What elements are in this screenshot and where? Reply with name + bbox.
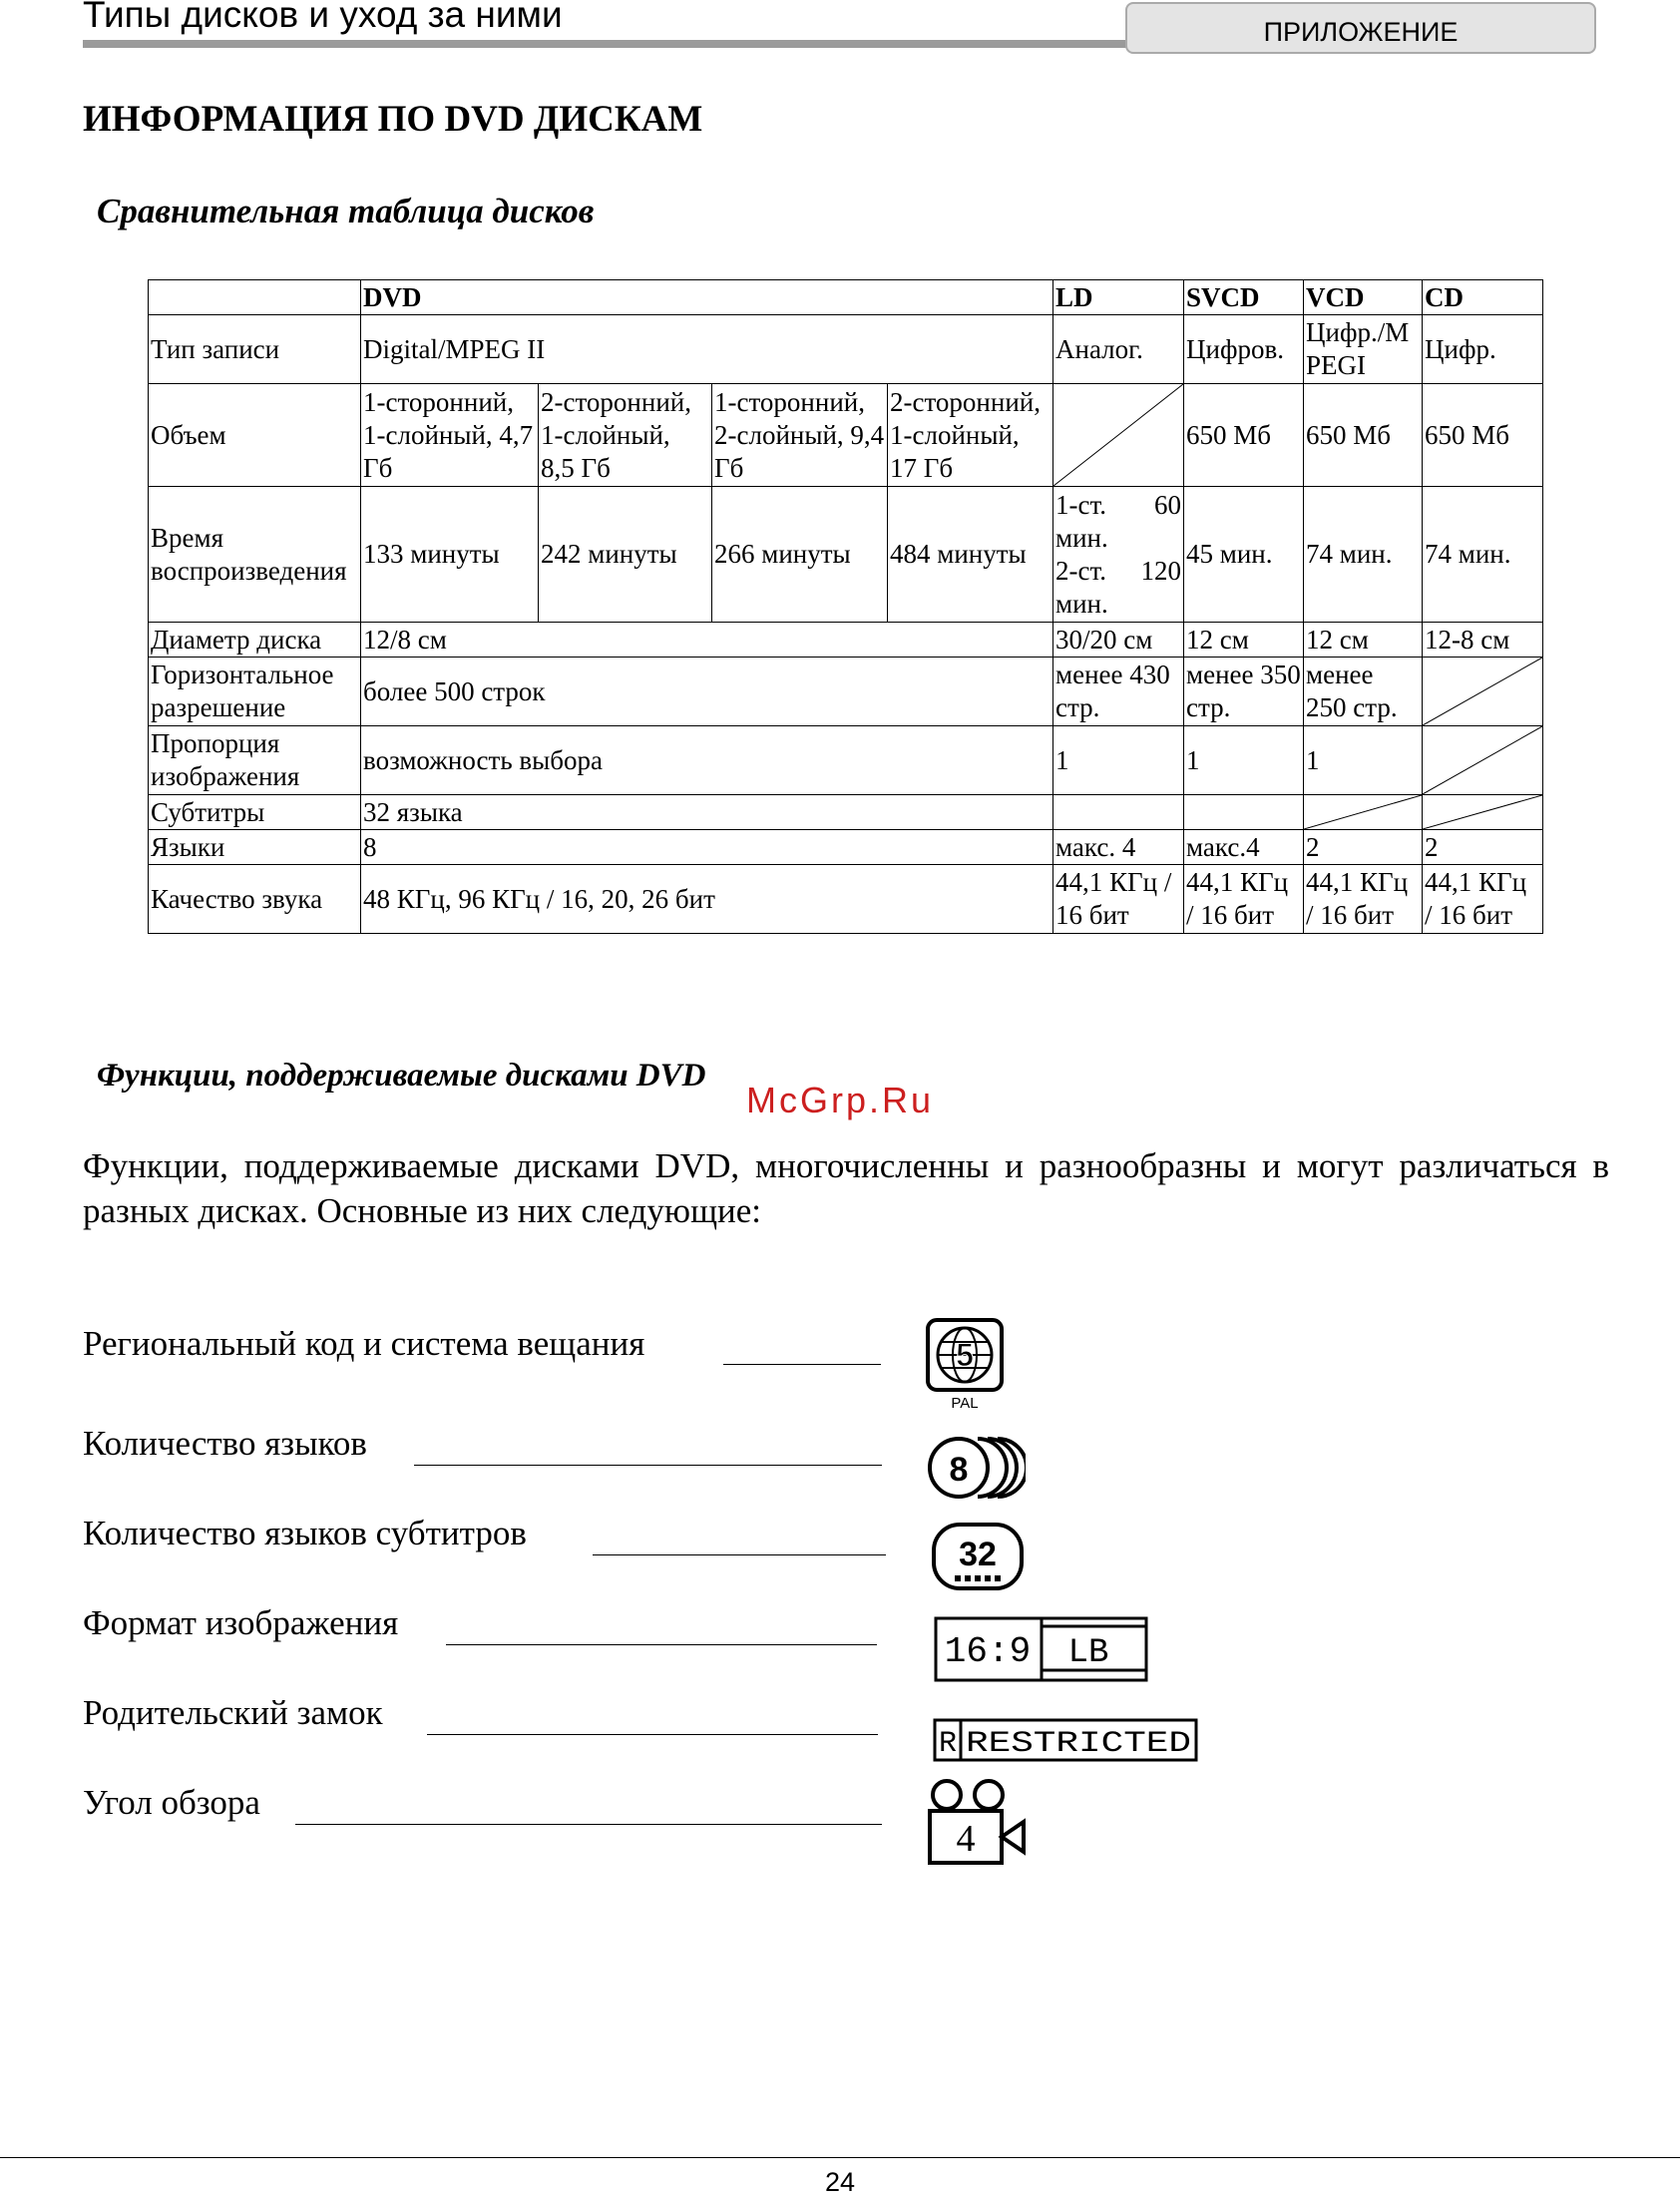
aspect-ratio-icon [934,1616,1149,1684]
cell-dvd: 32 языка [361,795,1053,830]
cell-vcd: Цифр./MPEGI [1304,315,1423,384]
restricted-text: RESTRICTED [966,1727,1191,1761]
cell-ld: макс. 4 [1053,830,1184,865]
row-label: Тип записи [149,315,361,384]
cell-dvd: 48 КГц, 96 КГц / 16, 20, 26 бит [361,865,1053,934]
header-svcd: SVCD [1184,280,1304,315]
cell-cd: 12-8 см [1423,623,1543,658]
cell-ld [1053,795,1184,830]
cell-dvd-ds-sl: 2-сторонний, 1-слойный, 8,5 Гб [539,384,712,487]
header-cd: CD [1423,280,1543,315]
cell-ld: Аналог. [1053,315,1184,384]
languages-count: 8 [949,1451,969,1489]
table-row-subtitles [149,795,1543,830]
feature-languages-label: Количество языков [83,1424,367,1463]
region-globe-icon [926,1317,1006,1412]
cell-ld: менее 430 стр. [1053,658,1184,726]
header-ld: LD [1053,280,1184,315]
page-heading: ИНФОРМАЦИЯ ПО DVD ДИСКАМ [83,99,703,140]
leader-line [446,1644,877,1645]
disc-comparison-table [148,279,1543,934]
table-row-resolution [149,658,1543,726]
row-label: Пропорция изображения [149,726,361,795]
feature-region-label: Региональный код и система вещания [83,1324,645,1363]
cell-dvd: 8 [361,830,1053,865]
subtitles-icon [931,1522,1027,1595]
cell-cd: 44,1 КГц / 16 бит [1423,865,1543,934]
cell-dvd-3: 266 минуты [712,487,888,623]
cell-ld [1053,487,1184,623]
table-row-record-type [149,315,1543,384]
cell-cd-na [1423,726,1543,795]
table-row-diameter [149,623,1543,658]
leader-line [295,1824,882,1825]
ld-side-1: 1-ст. [1055,489,1106,520]
table-row-sound [149,865,1543,934]
table-row-playtime [149,487,1543,623]
broadcast-system: PAL [951,1395,979,1412]
rating-r: R [938,1727,958,1761]
leader-line [593,1554,886,1555]
letterbox-lb: LB [1067,1634,1109,1672]
footer-rule [0,2157,1680,2158]
cell-svcd [1184,795,1304,830]
subtitles-count: 32 [959,1536,997,1573]
cell-svcd: Цифров. [1184,315,1304,384]
camera-angle-icon [926,1778,1030,1868]
appendix-tab: ПРИЛОЖЕНИЕ [1125,2,1596,54]
leader-line [723,1364,881,1365]
cell-vcd: 1 [1304,726,1423,795]
row-label: Время воспроизведения [149,487,361,623]
cell-dvd-ss-dl: 1-сторонний, 2-слойный, 9,4 Гб [712,384,888,487]
table-row-volume [149,384,1543,487]
cell-cd: 2 [1423,830,1543,865]
header-vcd: VCD [1304,280,1423,315]
row-label: Объем [149,384,361,487]
watermark: McGrp.Ru [746,1080,935,1120]
cell-vcd-na [1304,795,1423,830]
cell-dvd: более 500 строк [361,658,1053,726]
feature-aspect-label: Формат изображения [83,1603,399,1642]
cell-vcd: 74 мин. [1304,487,1423,623]
ld-side-2-value: 120 [1140,555,1181,586]
leader-line [427,1734,878,1735]
restricted-icon [933,1718,1198,1762]
cell-vcd: 650 Мб [1304,384,1423,487]
feature-subtitles-label: Количество языков субтитров [83,1514,527,1552]
cell-svcd: 650 Мб [1184,384,1304,487]
page-number: 24 [824,2167,856,2197]
cell-svcd: 1 [1184,726,1304,795]
cell-ld: 1 [1053,726,1184,795]
cell-cd: Цифр. [1423,315,1543,384]
table-row-aspect [149,726,1543,795]
cell-ld-na [1053,384,1184,487]
cell-dvd-4: 484 минуты [888,487,1053,623]
cell-svcd: 45 мин. [1184,487,1304,623]
cell-svcd: макс.4 [1184,830,1304,865]
header-cell-empty [149,280,361,315]
ld-side-2: 2-ст. [1055,555,1106,586]
ld-side-1-unit: мин. [1055,522,1108,553]
cell-dvd-ss-sl: 1-сторонний, 1-слойный, 4,7 Гб [361,384,539,487]
cell-cd-na [1423,795,1543,830]
row-label: Диаметр диска [149,623,361,658]
table-row-languages [149,830,1543,865]
header-rule [83,40,1130,48]
cell-dvd: Digital/MPEG II [361,315,1053,384]
features-title: Функции, поддерживаемые дисками DVD [97,1058,706,1094]
section-title: Типы дисков и уход за ними [83,0,563,35]
cell-vcd: менее 250 стр. [1304,658,1423,726]
cell-svcd: 12 см [1184,623,1304,658]
feature-parental-label: Родительский замок [83,1693,383,1732]
cell-ld: 30/20 см [1053,623,1184,658]
cell-svcd: менее 350 стр. [1184,658,1304,726]
cell-vcd: 12 см [1304,623,1423,658]
ld-side-2-unit: мин. [1055,588,1108,619]
cell-cd-na [1423,658,1543,726]
cell-cd: 74 мин. [1423,487,1543,623]
aspect-16-9: 16:9 [944,1631,1032,1672]
cell-dvd-2: 242 минуты [539,487,712,623]
row-label: Качество звука [149,865,361,934]
header-dvd: DVD [361,280,1053,315]
cell-dvd-1: 133 минуты [361,487,539,623]
row-label: Субтитры [149,795,361,830]
region-code: 5 [956,1337,974,1373]
angle-count: 4 [956,1818,976,1860]
cell-vcd: 44,1 КГц / 16 бит [1304,865,1423,934]
row-label: Языки [149,830,361,865]
audio-languages-icon [926,1434,1026,1502]
table-title: Сравнительная таблица дисков [97,192,595,230]
feature-angle-label: Угол обзора [83,1783,260,1822]
cell-cd: 650 Мб [1423,384,1543,487]
cell-dvd: 12/8 см [361,623,1053,658]
cell-ld: 44,1 КГц / 16 бит [1053,865,1184,934]
cell-dvd: возможность выбора [361,726,1053,795]
cell-dvd-ds-sl-17: 2-сторонний, 1-слойный, 17 Гб [888,384,1053,487]
cell-vcd: 2 [1304,830,1423,865]
cell-svcd: 44,1 КГц / 16 бит [1184,865,1304,934]
ld-side-1-value: 60 [1154,489,1181,520]
intro-paragraph: Функции, поддерживаемые дисками DVD, многочисленны и разнообразны и могут различаться в разных дисках. Основные из них следующие: [83,1146,1609,1230]
leader-line [414,1465,882,1466]
row-label: Горизонтальное разрешение [149,658,361,726]
table-header-row [149,280,1543,315]
